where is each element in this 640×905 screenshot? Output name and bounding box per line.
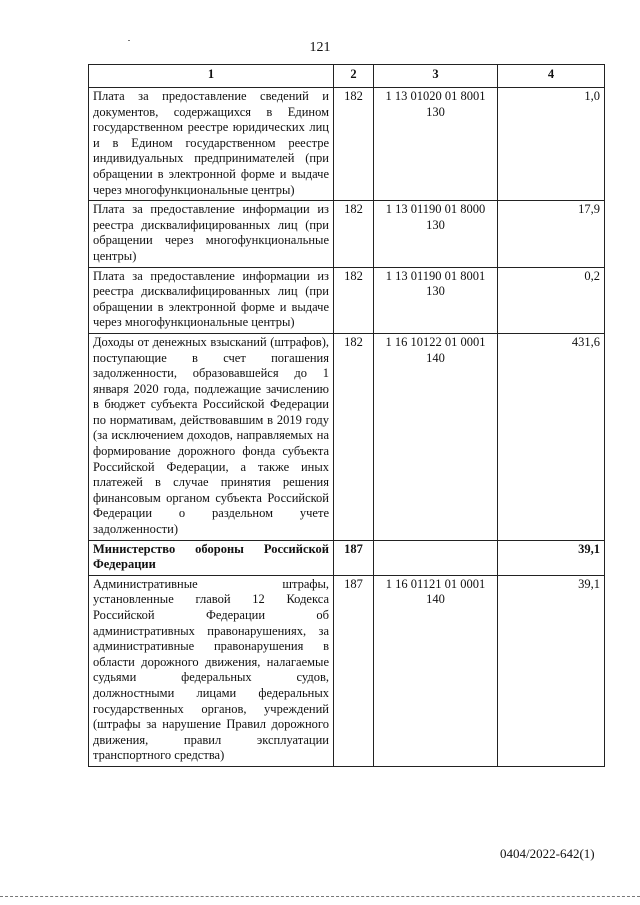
row-name: Административные штрафы, установленные главой 12 Кодекса Российской Федерации об административных правонарушениях, за административные правонарушения в области дорожного движения, налагаемые судьями федеральных судов, должностными лицами федеральных государственных органов, учреждений (штрафы за нарушение Правил дорожного движения, правил эксплуатации транспортного средства) [89, 575, 334, 766]
table-row [89, 333, 605, 540]
row-admin-code: 187 [334, 540, 374, 575]
row-amount: 431,6 [498, 333, 605, 540]
row-budget-code: 1 16 10122 01 0001 140 [374, 333, 498, 540]
row-amount: 39,1 [498, 575, 605, 766]
row-admin-code: 182 [334, 267, 374, 333]
row-admin-code: 187 [334, 575, 374, 766]
column-header-4: 4 [498, 65, 605, 88]
document-code: 0404/2022-642(1) [500, 846, 595, 861]
scan-speck [128, 40, 130, 41]
row-amount: 0,2 [498, 267, 605, 333]
table-header-row [89, 65, 605, 88]
row-budget-code: 1 13 01190 01 8001 130 [374, 267, 498, 333]
table-row [89, 575, 605, 766]
row-name: Министерство обороны Российской Федерации [89, 540, 334, 575]
column-header-1: 1 [89, 65, 334, 88]
row-admin-code: 182 [334, 333, 374, 540]
row-budget-code: 1 13 01020 01 8001 130 [374, 88, 498, 201]
page-number: 121 [309, 40, 331, 55]
row-name: Плата за предоставление информации из реестра дисквалифицированных лиц (при обращении через многофункциональные центры) [89, 201, 334, 267]
row-admin-code: 182 [334, 201, 374, 267]
row-admin-code: 182 [334, 88, 374, 201]
table-row [89, 88, 605, 201]
table-row [89, 201, 605, 267]
row-amount: 39,1 [498, 540, 605, 575]
column-header-2: 2 [334, 65, 374, 88]
row-name: Плата за предоставление сведений и документов, содержащихся в Едином государственном реестре юридических лиц и в Едином государственном реестре индивидуальных предпринимателей (при обращении в электронной форме и выдаче через многофункциональные центры) [89, 88, 334, 201]
row-name: Плата за предоставление информации из реестра дисквалифицированных лиц (при обращении в электронной форме и выдаче через многофункциональные центры) [89, 267, 334, 333]
row-budget-code: 1 16 01121 01 0001 140 [374, 575, 498, 766]
table-row-ministry [89, 540, 605, 575]
row-budget-code: 1 13 01190 01 8000 130 [374, 201, 498, 267]
scan-edge-line [0, 896, 640, 897]
revenue-table [88, 64, 605, 767]
table-row [89, 267, 605, 333]
row-budget-code [374, 540, 498, 575]
column-header-3: 3 [374, 65, 498, 88]
row-amount: 1,0 [498, 88, 605, 201]
row-amount: 17,9 [498, 201, 605, 267]
row-name: Доходы от денежных взысканий (штрафов), поступающие в счет погашения задолженности, образовавшейся до 1 января 2020 года, подлежащие зачислению в бюджет субъекта Российской Федерации по нормативам, действовавшим в 2019 году (за исключением доходов, направляемых на формирование дорожного фонда субъекта Российской Федерации, а также иных платежей в случае принятия решения финансовым органом субъекта Российской Федерации о раздельном учете задолженности) [89, 333, 334, 540]
